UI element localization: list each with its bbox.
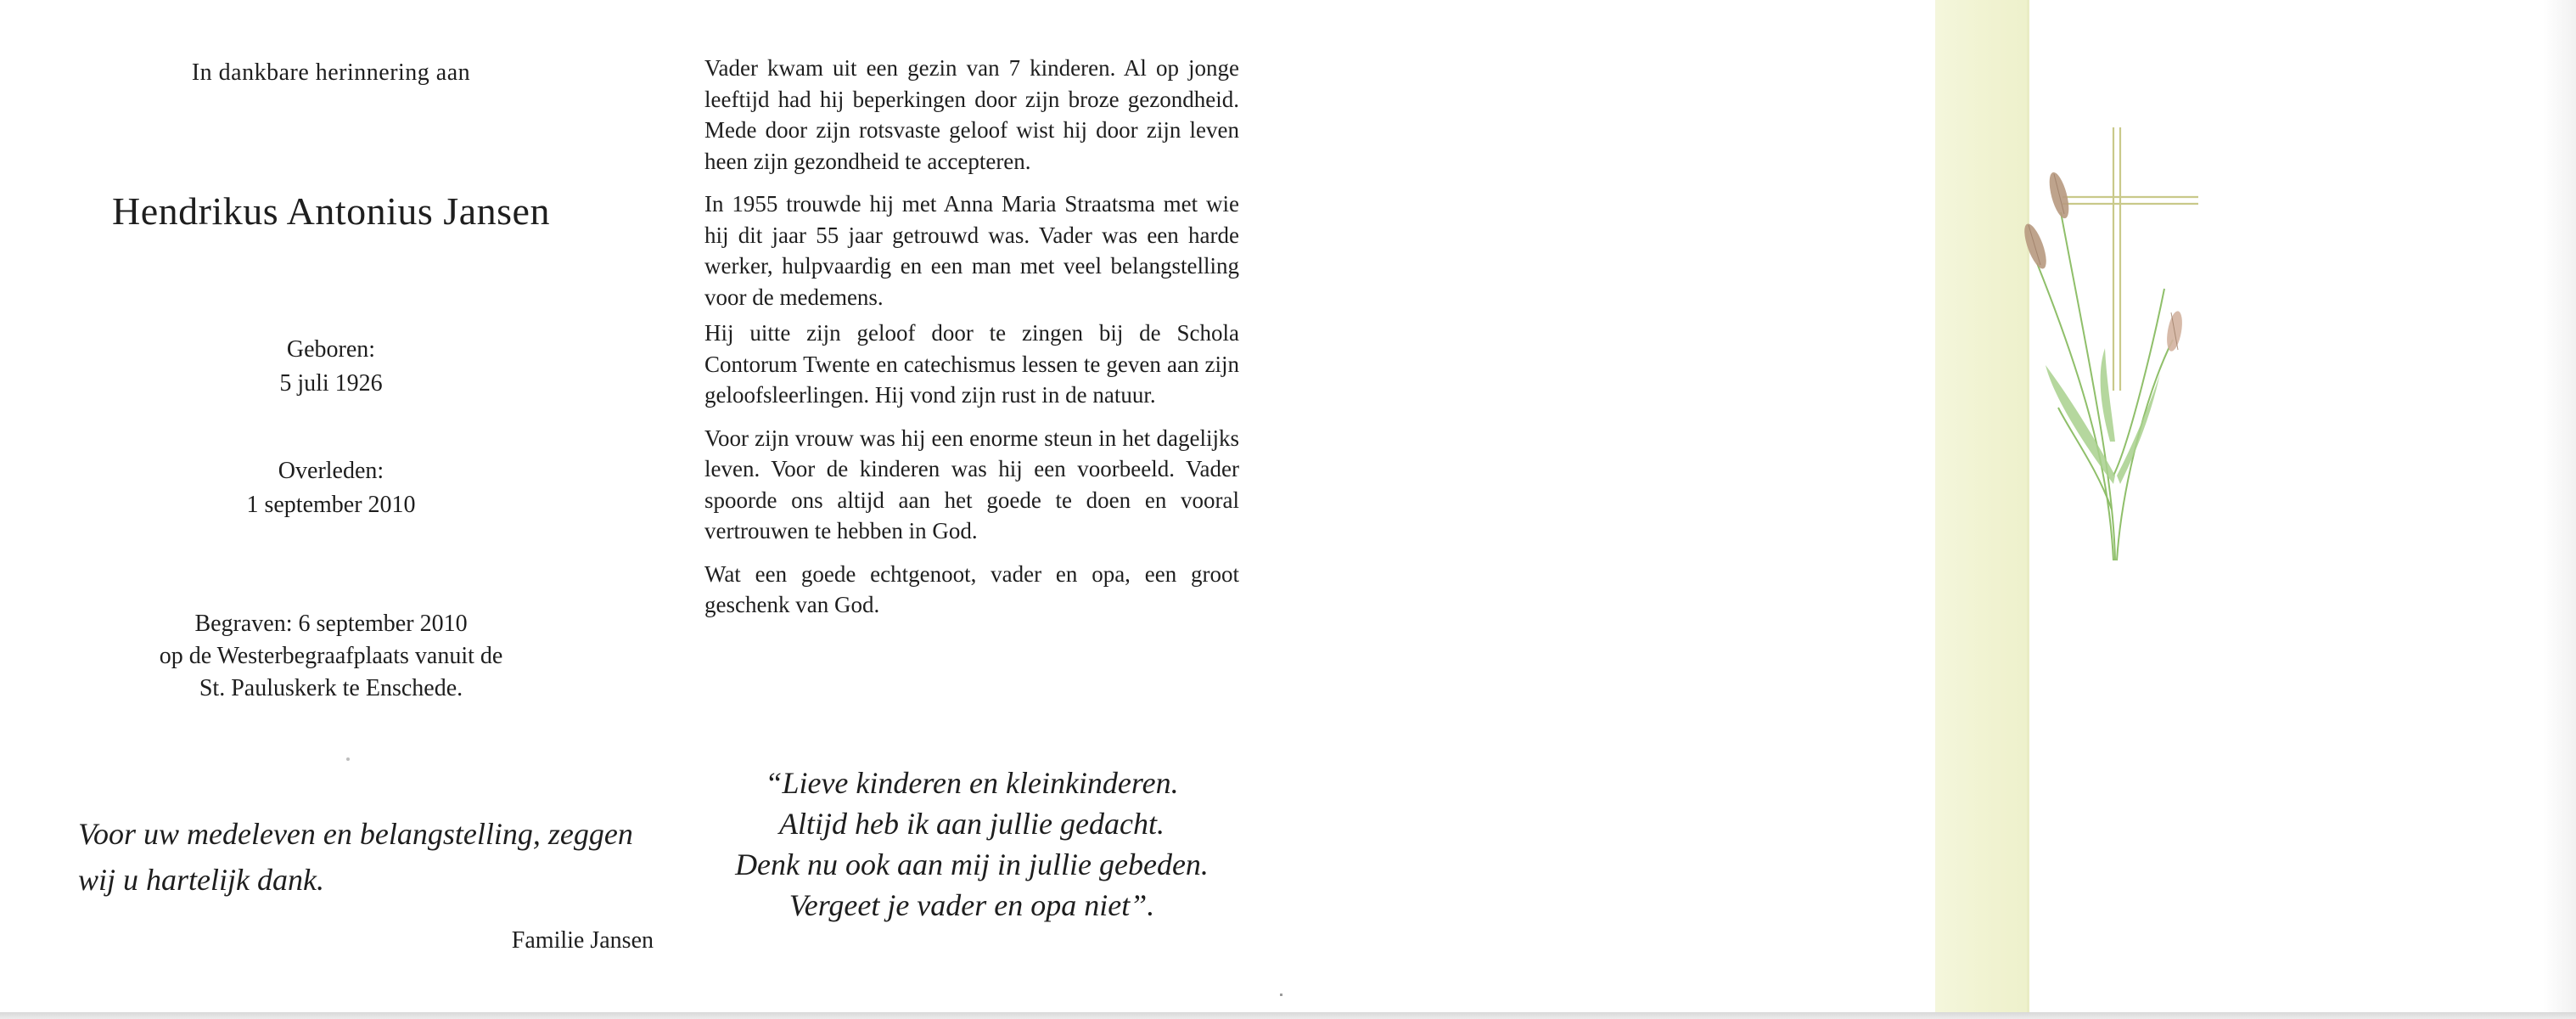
poem-line: Altijd heb ik aan jullie gedacht. [779,807,1165,841]
poem-line: Denk nu ook aan mij in jullie gebeden. [735,847,1209,881]
signature: Familie Jansen [511,927,654,954]
thanks-text [78,811,655,903]
edge-mark [1280,994,1282,996]
poem [704,763,1239,926]
bio-paragraph: Wat een goede echtgenoot, vader en opa, een groot geschenk van God. [704,560,1239,617]
thanks-line: wij u hartelijk dank. [78,863,324,897]
bio-paragraph: In 1955 trouwde hij met Anna Maria Straatsma met wie hij dit jaar 55 jaar getrouwd was. Vader was een harde werker, hulpvaardig en een man met veel belangstelling voor de medemens. [704,191,1239,310]
left-page [34,0,654,1012]
poem-line: “Lieve kinderen en kleinkinderen. [765,766,1179,800]
died-label: Overleden: [278,458,384,484]
cross-icon [2062,127,2198,391]
burial-block [34,608,628,705]
born-label: Geboren: [286,336,376,363]
thanks-line: Voor uw medeleven en belangstelling, zeggen [78,817,633,851]
born-block [34,333,628,401]
deceased-name: Hendrikus Antonius Jansen [112,189,550,233]
cross-with-wheat-icon [1986,119,2224,577]
right-edge-shade [2543,0,2576,1012]
separator-dot [346,757,350,761]
bio-paragraph: Voor zijn vrouw was hij een enorme steun in het dagelijks leven. Voor de kinderen was hij een voorbeeld. Vader spoorde ons altijd aan het goede te doen en vooral vertrouwen te hebben in God. [704,425,1239,543]
bio-paragraph: Hij uitte zijn geloof door te zingen bij de Schola Contorum Twente en catechismus lessen te geven aan zijn geloofsleerlingen. Hij vond zijn rust in de natuur. [704,320,1239,408]
bio-paragraph: Vader kwam uit een gezin van 7 kinderen. Al op jonge leeftijd had hij beperkingen door zijn broze gezondheid. Mede door zijn rotsvaste geloof wist hij door zijn leven heen zijn gezondheid te accepteren. [704,55,1239,174]
bottom-shadow [0,1012,2576,1019]
burial-line: St. Pauluskerk te Enschede. [199,675,463,701]
middle-page [704,0,1239,1012]
burial-line: Begraven: 6 september 2010 [194,611,468,637]
poem-line: Vergeet je vader en opa niet”. [789,888,1155,922]
died-block [34,454,628,522]
died-date: 1 september 2010 [246,492,416,518]
born-date: 5 juli 1926 [279,370,383,397]
biography [704,53,1239,633]
burial-line: op de Westerbegraafplaats vanuit de [159,643,503,669]
intro-text: In dankbare herinnering aan [191,59,471,86]
